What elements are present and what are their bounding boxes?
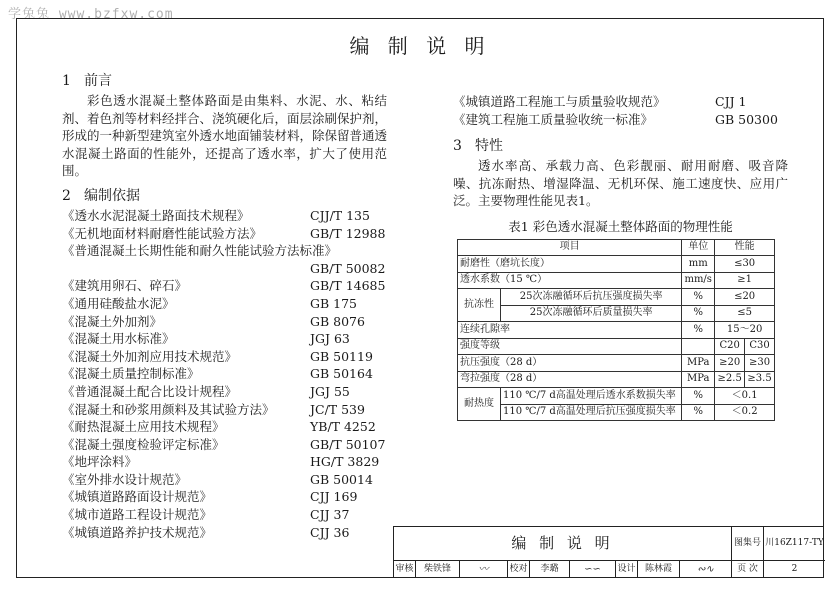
reference-title: 《混凝土外加剂应用技术规范》: [62, 348, 238, 364]
reviewer-signature: 〰︎: [460, 561, 508, 578]
reference-item: [62, 471, 387, 489]
watermark: 学兔兔 www.bzfxw.com: [8, 7, 174, 22]
checker-signature: ∽∽: [570, 561, 616, 578]
table-caption: 表1 彩色透水混凝土整体路面的物理性能: [508, 218, 733, 234]
reference-item: [62, 295, 387, 313]
reference-code: YB/T 4252: [310, 419, 376, 435]
reference-item: [62, 207, 387, 225]
page-title: 编 制 说 明: [349, 34, 491, 58]
reference-code: HG/T 3829: [310, 454, 380, 470]
reference-title: 《室外排水设计规范》: [62, 471, 188, 487]
designer-name: 陈林霞: [638, 561, 680, 578]
reference-list: [62, 207, 387, 541]
reference-item: [62, 383, 387, 401]
reference-title: 《无机地面材料耐磨性能试验方法》: [62, 225, 263, 241]
page-label: 页 次: [732, 561, 764, 578]
checker-name: 李璐: [530, 561, 570, 578]
reference-item: [62, 453, 387, 471]
reference-title: 《通用硅酸盐水泥》: [62, 295, 175, 311]
reference-code: GB 50014: [310, 471, 373, 487]
reference-item: [453, 93, 788, 111]
reference-title: 《城镇道路工程施工与质量验收规范》: [453, 94, 666, 109]
header-item: 项目: [458, 239, 682, 256]
reference-code: CJJ/T 135: [310, 207, 370, 223]
reference-item: [62, 524, 387, 542]
reference-title: 《城镇道路养护技术规范》: [62, 524, 213, 540]
reference-code: GB/T 12988: [310, 225, 386, 241]
reference-item: [62, 242, 387, 260]
check-label: 校对: [508, 561, 530, 578]
reference-title: 《混凝土外加剂》: [62, 313, 163, 329]
reference-item: [62, 330, 387, 348]
reference-item: [62, 348, 387, 366]
table-row: 抗压强度（28 d） MPa ≥20 ≥30: [458, 355, 775, 372]
reference-code: JGJ 63: [310, 331, 350, 347]
reference-item: [62, 260, 387, 278]
table-row: 强度等级 C20 C30: [458, 338, 775, 355]
reference-code: CJJ 169: [310, 489, 358, 505]
reference-code: JGJ 55: [310, 383, 350, 399]
reference-item: [453, 111, 788, 129]
reference-title: [62, 260, 310, 278]
section-1-heading: 1 前言: [62, 73, 112, 89]
reference-code: GB/T 50082: [310, 260, 386, 276]
table-row: 耐热度 110 ℃/7 d高温处理后透水系数损失率 % ＜0.1: [458, 388, 775, 405]
reference-item: [62, 225, 387, 243]
reference-code: CJJ 1: [715, 94, 747, 109]
reference-title: 《透水水泥混凝土路面技术规程》: [62, 207, 250, 223]
table-row: 耐磨性（磨坑长度） mm ≤30: [458, 256, 775, 273]
table-row: 25次冻融循环后质量损失率 % ≤5: [458, 305, 775, 322]
reference-title: 《建筑用卵石、碎石》: [62, 278, 188, 294]
reference-code: GB 50300: [715, 111, 778, 127]
review-label: 审核: [394, 561, 416, 578]
reference-code: GB 50164: [310, 366, 373, 382]
reference-title: 《混凝土用水标准》: [62, 331, 175, 347]
reviewer-name: 柴铁锋: [416, 561, 460, 578]
reference-code: CJJ 37: [310, 507, 350, 523]
reference-code: GB 8076: [310, 313, 365, 329]
reference-item: [62, 313, 387, 331]
design-label: 设计: [616, 561, 638, 578]
reference-item: [62, 488, 387, 506]
reference-title: 《城市道路工程设计规范》: [62, 507, 213, 523]
reference-title: 《普通混凝土长期性能和耐久性能试验方法标准》: [62, 243, 338, 259]
table-row: 抗冻性 25次冻融循环后抗压强度损失率 % ≤20: [458, 289, 775, 306]
atlas-label: 图集号: [732, 527, 764, 560]
reference-title: 《混凝土质量控制标准》: [62, 366, 200, 382]
section-2-heading: 2 编制依据: [62, 187, 140, 204]
properties-table: [457, 239, 775, 422]
table-row: 透水系数（15 ℃） mm/s ≥1: [458, 272, 775, 289]
left-column: [62, 71, 387, 541]
atlas-number: 川16Z117-TY: [765, 538, 824, 548]
title-block: [393, 526, 824, 578]
header-performance: 性能: [715, 239, 775, 256]
table-row: 弯拉强度（28 d） MPa ≥2.5 ≥3.5: [458, 371, 775, 388]
title-block-name: 编 制 说 明: [394, 527, 732, 560]
section-1-paragraph: 彩色透水混凝土整体路面是由集料、水泥、水、粘结剂、着色剂等材料经拌合、浇筑硬化后，面层涂刷保护剂，形成的一种新型建筑室外透水地面铺装材料，除保留普通透水混凝土路面的性能外，还提高了透水率，扩大了使用范围。: [62, 93, 388, 179]
signature-row: [394, 560, 825, 578]
table-row: 连续孔隙率 % 15～20: [458, 322, 775, 339]
reference-list-continued: [453, 93, 788, 128]
section-3-paragraph: 透水率高、承载力高、色彩靓丽、耐用耐磨、吸音降噪、抗冻耐热、增湿降温、无机环保、施工速度快、应用广泛。主要物理性能见表1。: [453, 158, 788, 209]
reference-code: GB 50119: [310, 348, 373, 364]
reference-item: [62, 506, 387, 524]
reference-title: 《城镇道路路面设计规范》: [62, 489, 213, 505]
reference-code: GB/T 14685: [310, 278, 386, 294]
reference-title: 《混凝土强度检验评定标准》: [62, 436, 225, 452]
table-header-row: [458, 239, 775, 256]
reference-title: 《普通混凝土配合比设计规程》: [62, 383, 238, 399]
table-row: 110 ℃/7 d高温处理后抗压强度损失率 % ＜0.2: [458, 404, 775, 421]
reference-item: [62, 436, 387, 454]
reference-code: JC/T 539: [310, 401, 365, 417]
page-number: 2: [791, 564, 798, 574]
reference-title: 《混凝土和砂浆用颜料及其试验方法》: [62, 401, 275, 417]
section-3-heading: 3 特性: [453, 138, 503, 155]
reference-item: [62, 418, 387, 436]
reference-code: GB 175: [310, 295, 358, 311]
header-unit: 单位: [682, 239, 715, 256]
reference-code: CJJ 36: [310, 524, 350, 540]
designer-signature: ∾∿: [680, 561, 732, 578]
right-column: [453, 93, 788, 421]
reference-item: [62, 277, 387, 295]
reference-item: [62, 401, 387, 419]
reference-title: 《地坪涂料》: [62, 454, 138, 470]
reference-title: 《耐热混凝土应用技术规程》: [62, 419, 225, 435]
reference-title: 《建筑工程施工质量验收统一标准》: [453, 111, 654, 127]
reference-code: GB/T 50107: [310, 436, 386, 452]
reference-item: [62, 365, 387, 383]
